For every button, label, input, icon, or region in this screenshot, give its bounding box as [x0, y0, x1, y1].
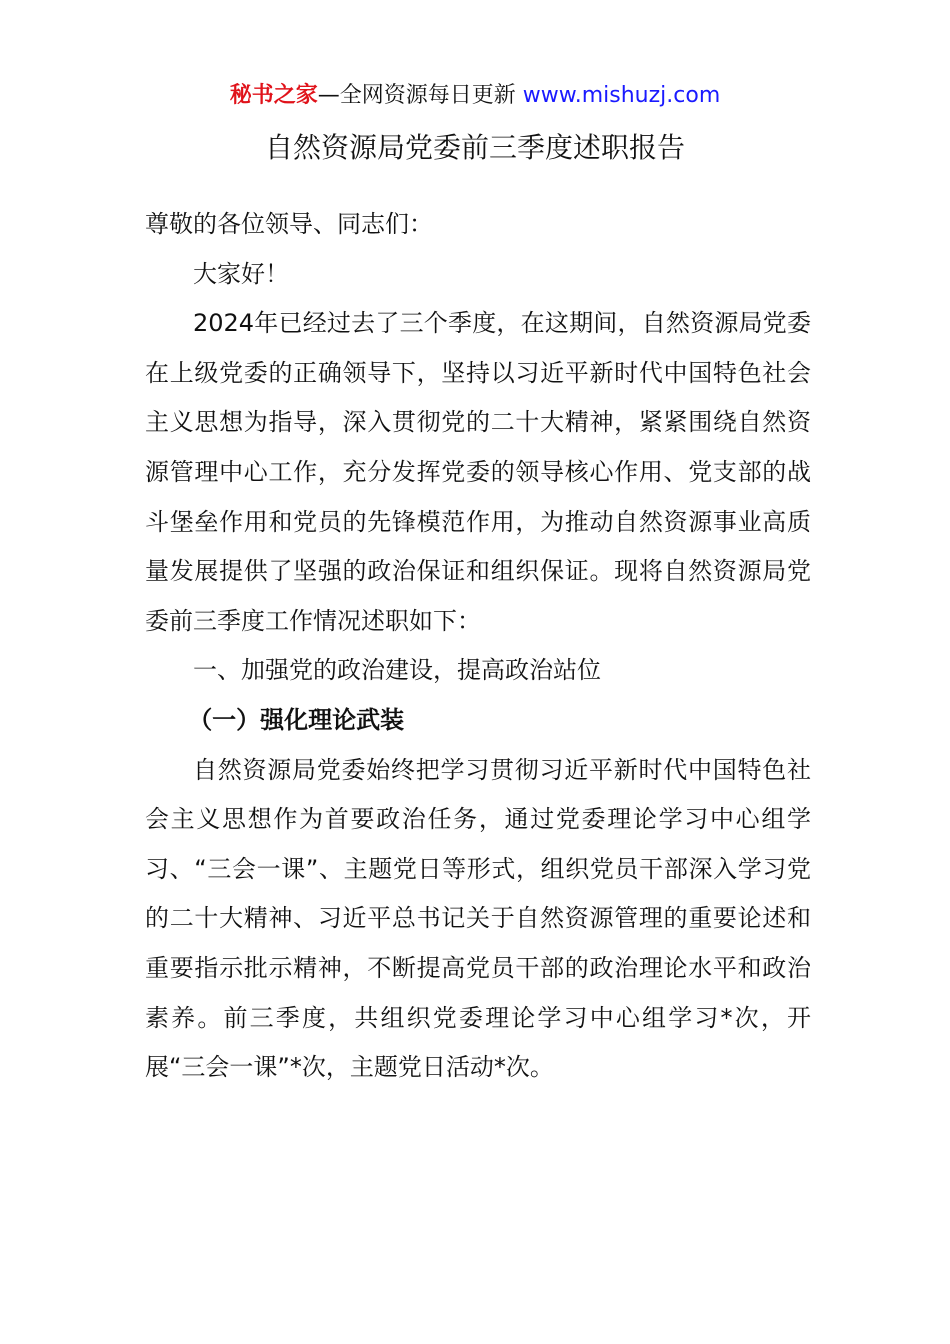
banner-url-link[interactable]: www.mishuzj.com: [522, 83, 721, 108]
subsection-paragraph: 自然资源局党委始终把学习贯彻习近平新时代中国特色社会主义思想作为首要政治任务，通过党委理论学习中心组学习、“三会一课”、主题党日等形式，组织党员干部深入学习党的二十大精神、习近平总书记关于自然资源管理的重要论述和重要指示批示精神，不断提高党员干部的政治理论水平和政治素养。前三季度，共组织党委理论学习中心组学习*次，开展“三会一课”*次，主题党日活动*次。: [145, 755, 811, 1082]
intro-paragraph: 2024年已经过去了三个季度，在这期间，自然资源局党委在上级党委的正确领导下，坚持以习近平新时代中国特色社会主义思想为指导，深入贯彻党的二十大精神，紧紧围绕自然资源管理中心工作，充分发挥党委的领导核心作用、党支部的战斗堡垒作用和党员的先锋模范作用，为推动自然资源事业高质量发展提供了坚强的政治保证和组织保证。现将自然资源局党委前三季度工作情况述职如下：: [145, 309, 811, 635]
section-heading: 一、加强党的政治建设，提高政治站位: [193, 656, 601, 685]
document-title: 自然资源局党委前三季度述职报告: [264, 131, 685, 164]
site-banner: [0, 80, 950, 112]
banner-tagline: —全网资源每日更新: [317, 83, 523, 108]
salutation: 尊敬的各位领导、同志们：: [145, 210, 433, 238]
document-body: [145, 200, 811, 1093]
banner-brand: 秘书之家: [229, 83, 318, 108]
greeting: 大家好！: [193, 259, 289, 288]
subsection-heading: （一）强化理论武装: [188, 705, 405, 734]
